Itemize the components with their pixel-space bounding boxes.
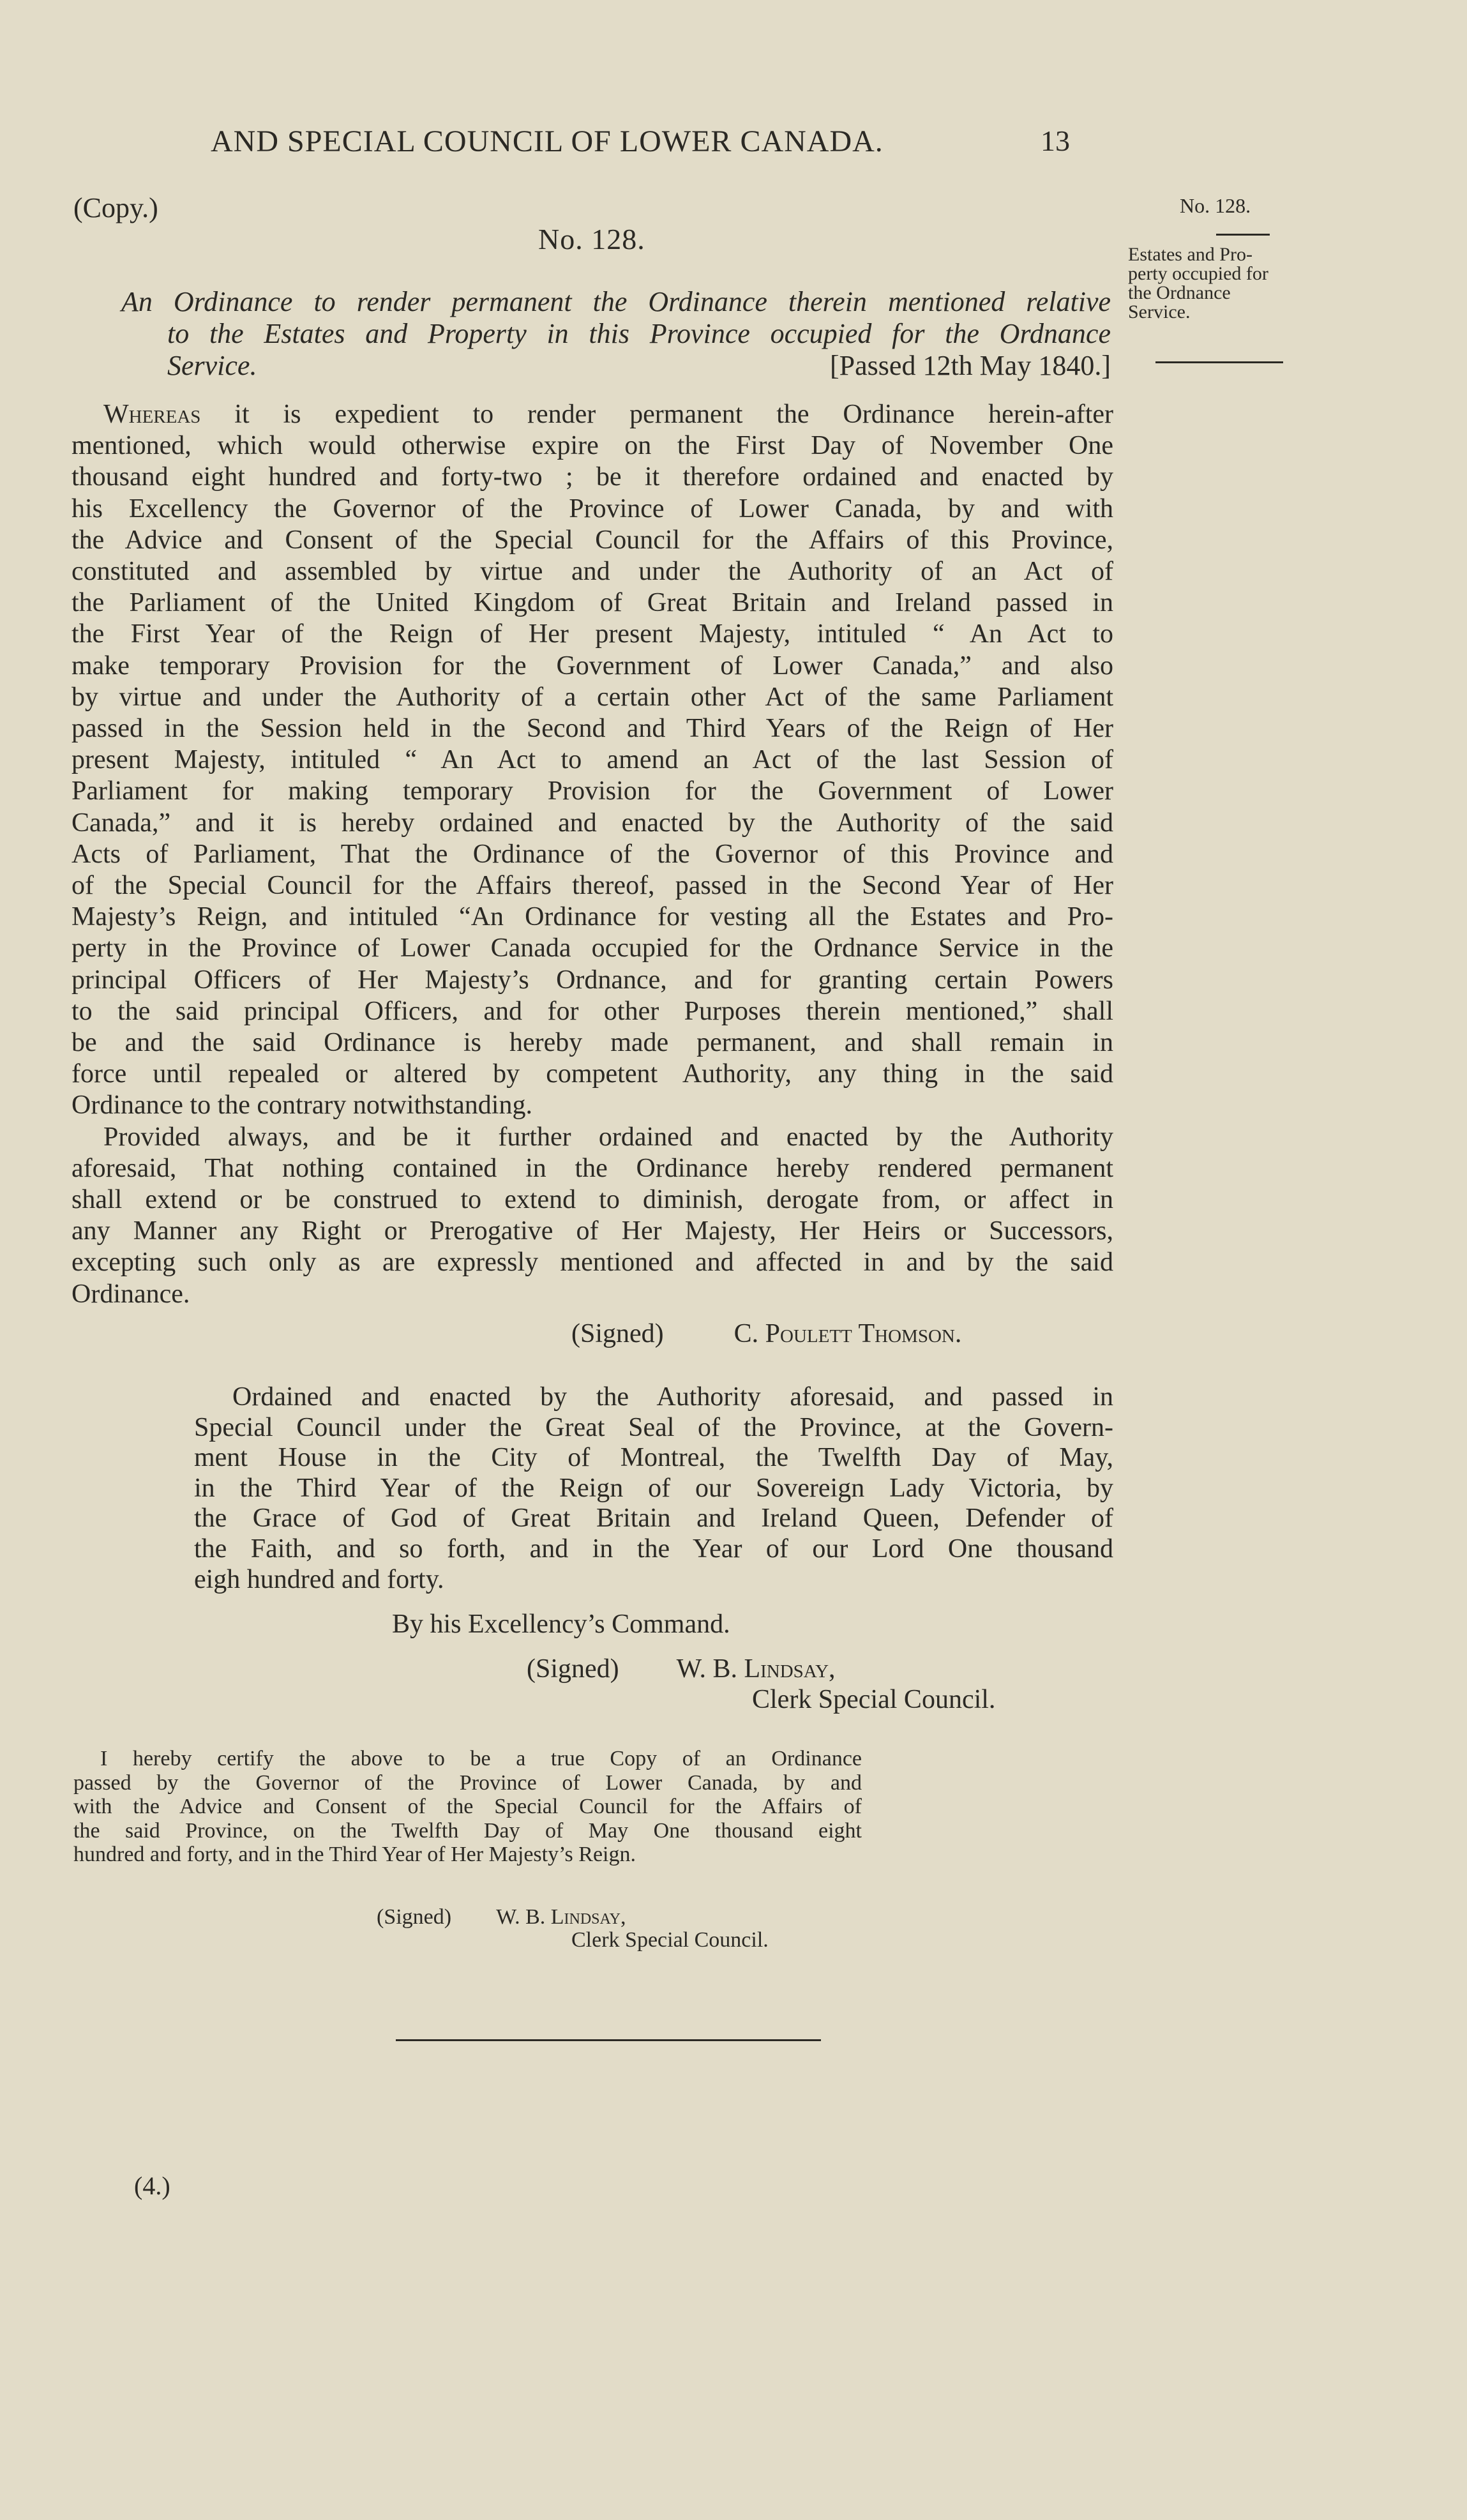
title-line: to the Estates and Property in this Province occupied for the Ordnance [167,318,1111,349]
body-line: present Majesty, intituled “ An Act to amend an Act of the last Session of [71,745,1113,775]
body-line: of the Special Council for the Affairs thereof, passed in the Second Year of Her [71,871,1113,901]
body-line: the First Year of the Reign of Her present Majesty, intituled “ An Act to [71,619,1113,649]
signatory-name: W. B. Lindsay, [676,1654,836,1684]
signed-label: (Signed) [527,1654,619,1684]
margin-note-line: Service. [1128,301,1191,322]
body-line: constituted and assembled by virtue and under the Authority of an Act of [71,557,1113,587]
ordained-line: in the Third Year of the Reign of our Sovereign Lady Victoria, by [194,1473,1113,1503]
certificate-line: hundred and forty, and in the Third Year of Her Majesty’s Reign. [73,1843,636,1866]
body-line: mentioned, which would otherwise expire on the First Day of November One [71,431,1113,461]
body-line [71,399,1113,430]
body-line: Majesty’s Reign, and intituled “An Ordinance for vesting all the Estates and Pro- [71,902,1113,932]
margin-note [1128,245,1320,322]
ordained-line: ment House in the City of Montreal, the Twelfth Day of May, [194,1443,1113,1473]
body-line: Provided always, and be it further ordained and enacted by the Authority [103,1122,1113,1152]
body-line: any Manner any Right or Prerogative of Her Majesty, Her Heirs or Successors, [71,1216,1113,1246]
title-line: Service. [167,350,257,381]
ordained-line: the Faith, and so forth, and in the Year of our Lord One thousand [194,1534,1113,1564]
signed-label: (Signed) [377,1905,452,1929]
signatory-name: W. B. Lindsay, [496,1905,626,1929]
body-line: thousand eight hundred and forty-two ; be it therefore ordained and enacted by [71,462,1113,492]
section-divider [396,2039,821,2041]
margin-note-number: No. 128. [1180,194,1251,217]
signatory-title: Clerk Special Council. [571,1928,769,1952]
first-word: Whereas [103,400,201,429]
certificate-paragraph [73,1747,862,1867]
certificate-line: passed by the Governor of the Province of Lower Canada, by and [73,1770,862,1795]
ordinance-number: No. 128. [538,223,645,255]
signed-label: (Signed) [571,1319,664,1348]
ordinance-body [71,399,1113,1310]
running-header: AND SPECIAL COUNCIL OF LOWER CANADA. [211,124,884,158]
margin-note-line: Estates and Pro- [1128,244,1253,265]
body-line: the Parliament of the United Kingdom of Great Britain and Ireland passed in [71,588,1113,618]
body-line: aforesaid, That nothing contained in the Ordinance hereby rendered permanent [71,1153,1113,1183]
body-line: excepting such only as are expressly mentioned and affected in and by the said [71,1248,1113,1278]
ordained-line: Ordained and enacted by the Authority aforesaid, and passed in [232,1382,1113,1412]
ordained-line: the Grace of God of Great Britain and Ireland Queen, Defender of [194,1504,1113,1534]
footer-signature-mark: (4.) [134,2171,170,2200]
body-line: perty in the Province of Lower Canada occupied for the Ordnance Service in the [71,933,1113,963]
title-line-last [121,350,1111,382]
certificate-line: I hereby certify the above to be a true Copy of an Ordinance [100,1747,862,1770]
signatory-name: C. Poulett Thomson. [734,1319,962,1348]
ordained-line: Special Council under the Great Seal of the Province, at the Govern- [194,1412,1113,1442]
ordained-line: eigh hundred and forty. [194,1564,444,1594]
margin-note-line: the Ordnance [1128,282,1231,303]
page-number: 13 [1041,124,1070,157]
signature-clerk [527,1654,836,1684]
body-line-text: it is expedient to render permanent the Ordinance herein-after [200,400,1113,429]
margin-note-line: perty occupied for [1128,263,1268,284]
body-line: the Advice and Consent of the Special Council for the Affairs of this Province, [71,525,1113,555]
copy-label: (Copy.) [73,192,158,223]
title-line: An Ordinance to render permanent the Ordinance therein mentioned relative [121,286,1111,317]
body-line: Canada,” and it is hereby ordained and enacted by the Authority of the said [71,808,1113,838]
body-line: his Excellency the Governor of the Province of Lower Canada, by and with [71,494,1113,524]
margin-divider [1216,234,1270,236]
certificate-line: with the Advice and Consent of the Special Council for the Affairs of [73,1795,862,1818]
ordained-paragraph [194,1382,1113,1595]
command-line: By his Excellency’s Command. [392,1610,730,1639]
body-line: to the said principal Officers, and for other Purposes therein mentioned,” shall [71,996,1113,1026]
body-line: principal Officers of Her Majesty’s Ordnance, and for granting certain Powers [71,965,1113,995]
body-line: force until repealed or altered by competent Authority, any thing in the said [71,1059,1113,1089]
body-line: shall extend or be construed to extend to diminish, derogate from, or affect in [71,1185,1113,1215]
body-line: by virtue and under the Authority of a certain other Act of the same Parliament [71,682,1113,712]
margin-divider [1155,361,1283,363]
signature-governor [571,1318,961,1349]
signature-certificate [377,1905,626,1929]
body-line: Acts of Parliament, That the Ordinance of the Governor of this Province and [71,839,1113,869]
body-line: make temporary Provision for the Government of Lower Canada,” and also [71,651,1113,681]
body-line: Parliament for making temporary Provision for the Government of Lower [71,776,1113,806]
certificate-line: the said Province, on the Twelfth Day of May One thousand eight [73,1818,862,1843]
ordinance-title [121,286,1111,382]
body-line: passed in the Session held in the Second and Third Years of the Reign of Her [71,714,1113,744]
body-line: be and the said Ordinance is hereby made permanent, and shall remain in [71,1028,1113,1058]
body-line: Ordinance. [71,1279,190,1309]
body-line: Ordinance to the contrary notwithstanding. [71,1090,532,1120]
signatory-title: Clerk Special Council. [752,1685,996,1714]
passed-date: [Passed 12th May 1840.] [830,350,1111,381]
